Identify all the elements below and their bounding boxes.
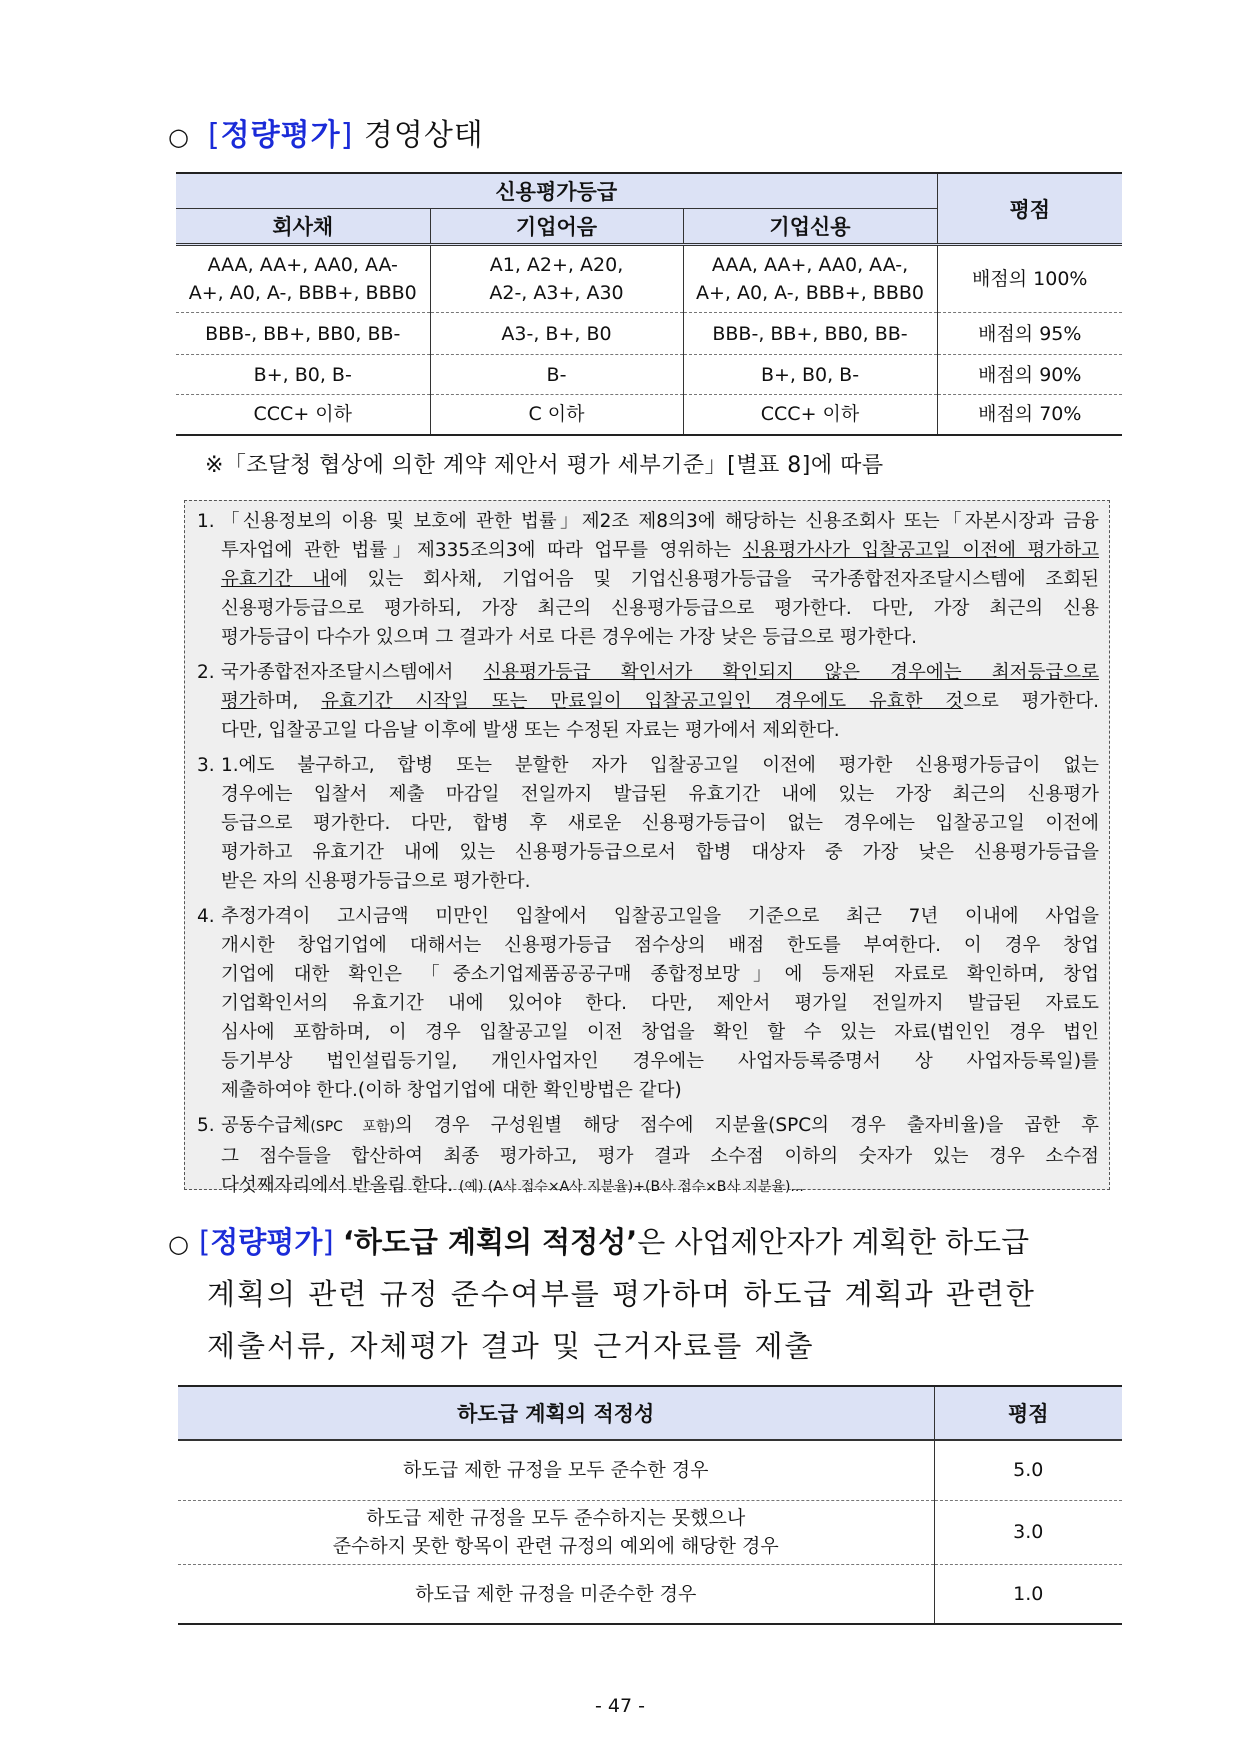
heading-keyword: 정량평가 xyxy=(220,118,341,153)
list-item: 3. 1.에도 불구하고, 합병 또는 분할한 자가 입찰공고일 이전에 평가한 신용평가등급이 없는 경우에는 입찰서 제출 마감일 전일까지 발급된 유효기간 내에 있는 가장 최근의 신용평가 등급으로 평가한다. 다만, 합병 후 새로운 신용평가등급이 없는 경우에는 입찰공고일 이전에 평가하고 유효기간 내에 있는 신용평가등급으로서 합병 대상자 중 가장 낮은 신용평가등급을 받은 자의 신용평가등급으로 평가한다. xyxy=(197,751,1099,896)
subcontract-table xyxy=(178,1385,1122,1625)
cell-commercial-paper: C 이하 xyxy=(430,395,683,435)
bracket-open: [ xyxy=(207,118,221,153)
list-item: 2. 국가종합전자조달시스템에서 신용평가등급 확인서가 확인되지 않은 경우에는 최저등급으로 평가하며, 유효기간 시작일 또는 만료일이 입찰공고일인 경우에도 유효한 것으로 평가한다. 다만, 입찰공고일 다음날 이후에 발생 또는 수정된 자료는 평가에서 제외한다. xyxy=(197,658,1099,745)
section-heading-line3: 제출서류, 자체평가 결과 및 근거자료를 제출 xyxy=(207,1329,815,1363)
table-row xyxy=(176,355,1122,395)
score-header: 평점 xyxy=(937,173,1122,245)
cell-score: 배점의 90% xyxy=(937,355,1122,395)
bullet: ○ xyxy=(168,1230,189,1258)
heading-keyword: 정량평가 xyxy=(210,1225,323,1259)
page-number: - 47 - xyxy=(595,1695,645,1717)
col-header-bond: 회사채 xyxy=(176,209,430,245)
reference-note: ※「조달청 협상에 의한 계약 제안서 평가 세부기준」[별표 8]에 따름 xyxy=(205,453,884,478)
cell-commercial-paper: A3-, B+, B0 xyxy=(430,313,683,355)
list-item: 4. 추정가격이 고시금액 미만인 입찰에서 입찰공고일을 기준으로 최근 7년 이내에 사업을 개시한 창업기업에 대해서는 신용평가등급 점수상의 배점 한도를 부여한다. 이 경우 창업 기업에 대한 확인은 「중소기업제품공공구매 종합정보망」에 등재된 자료로 확인하며, 창업 기업확인서의 유효기간 내에 있어야 한다. 다만, 제안서 평가일 전일까지 발급된 자료도 심사에 포함하며, 이 경우 입찰공고일 이전 창업을 확인 할 수 있는 자료(법인인 경우 법인 등기부상 법인설립등기일, 개인사업자인 경우에는 사업자등록증명서 상 사업자등록일)를 제출하여야 한다.(이하 창업기업에 대한 확인방법은 같다) xyxy=(197,902,1099,1105)
cell-bond: CCC+ 이하 xyxy=(176,395,430,435)
bullet: ○ xyxy=(168,123,190,151)
list-item: 1. 「신용정보의 이용 및 보호에 관한 법률」제2조 제8의3에 해당하는 신용조회사 또는「자본시장과 금융 투자업에 관한 법률」제335조의3에 따라 업무를 영위하는 신용평가사가 입찰공고일 이전에 평가하고 유효기간 내에 있는 회사채, 기업어음 및 기업신용평가등급을 국가종합전자조달시스템에 조회된 신용평가등급으로 평가하되, 가장 최근의 신용평가등급으로 평가한다. 다만, 가장 최근의 신용 평가등급이 다수가 있으며 그 결과가 서로 다른 경우에는 가장 낮은 등급으로 평가한다. xyxy=(197,507,1099,652)
list-item: 5. 공동수급체(SPC 포함)의 경우 구성원별 해당 점수에 지분율(SPC의 경우 출자비율)을 곱한 후 그 점수들을 합산하여 최종 평가하고, 평가 결과 소수점 이하의 숫자가 있는 경우 소수점 다섯째자리에서 반올림 한다. (예) (A사 점수×A사 지분율)+(B사 점수×B사 지분율)... xyxy=(197,1111,1099,1202)
table-row xyxy=(178,1500,1122,1564)
cell-score: 배점의 95% xyxy=(937,313,1122,355)
item-number: 2. xyxy=(197,662,215,683)
table-row xyxy=(176,245,1122,313)
cell-bond: AAA, AA+, AA0, AA- A+, A0, A-, BBB+, BBB0 xyxy=(176,245,430,313)
table-row xyxy=(178,1564,1122,1624)
cell-bond: BBB-, BB+, BB0, BB- xyxy=(176,313,430,355)
item-number: 5. xyxy=(197,1115,215,1136)
cell-score: 5.0 xyxy=(1013,1459,1044,1482)
col-header-subcontract: 하도급 계획의 적정성 xyxy=(178,1386,934,1440)
cell-score: 배점의 100% xyxy=(972,268,1088,290)
score-header: 평점 xyxy=(934,1386,1122,1440)
table-row xyxy=(178,1440,1122,1500)
cell-corporate-credit: BBB-, BB+, BB0, BB- xyxy=(683,313,937,355)
cell-score: 3.0 xyxy=(934,1500,1122,1564)
item-number: 4. xyxy=(197,906,215,927)
section-heading-subcontract: ○ [정량평가] ‘하도급 계획의 적정성’은 사업제안자가 계획한 하도급 xyxy=(168,1225,1030,1259)
group-header: 신용평가등급 xyxy=(176,173,937,209)
section-heading-line2: 계획의 관련 규정 준수여부를 평가하며 하도급 계획과 관련한 xyxy=(207,1277,1036,1311)
cell-corporate-credit: B+, B0, B- xyxy=(683,355,937,395)
cell-description: 하도급 제한 규정을 모두 준수한 경우 xyxy=(178,1440,934,1500)
col-header-corporate-credit: 기업신용 xyxy=(683,209,937,245)
bracket-close: ] xyxy=(340,118,354,153)
cell-description: 하도급 제한 규정을 미준수한 경우 xyxy=(178,1564,934,1624)
item-number: 3. xyxy=(197,755,215,776)
cell-corporate-credit: CCC+ 이하 xyxy=(683,395,937,435)
heading-title: 경영상태 xyxy=(363,118,484,153)
col-header-commercial-paper: 기업어음 xyxy=(430,209,683,245)
cell-commercial-paper: A1, A2+, A20, A2-, A3+, A30 xyxy=(430,245,683,313)
criteria-box xyxy=(184,500,1110,1196)
cell-bond: B+, B0, B- xyxy=(176,355,430,395)
cell-corporate-credit: AAA, AA+, AA0, AA-, A+, A0, A-, BBB+, BBB0 xyxy=(683,245,937,313)
cell-commercial-paper: B- xyxy=(430,355,683,395)
cell-score: 배점의 70% xyxy=(937,395,1122,435)
table-row xyxy=(176,313,1122,355)
credit-rating-table xyxy=(176,172,1122,436)
cell-score: 1.0 xyxy=(934,1564,1122,1624)
cell-description: 하도급 제한 규정을 모두 준수하지는 못했으나 준수하지 못한 항목이 관련 규정의 예외에 해당한 경우 xyxy=(178,1500,934,1564)
item-number: 1. xyxy=(197,511,215,532)
section-heading-management-status xyxy=(168,110,484,154)
table-row xyxy=(176,395,1122,435)
